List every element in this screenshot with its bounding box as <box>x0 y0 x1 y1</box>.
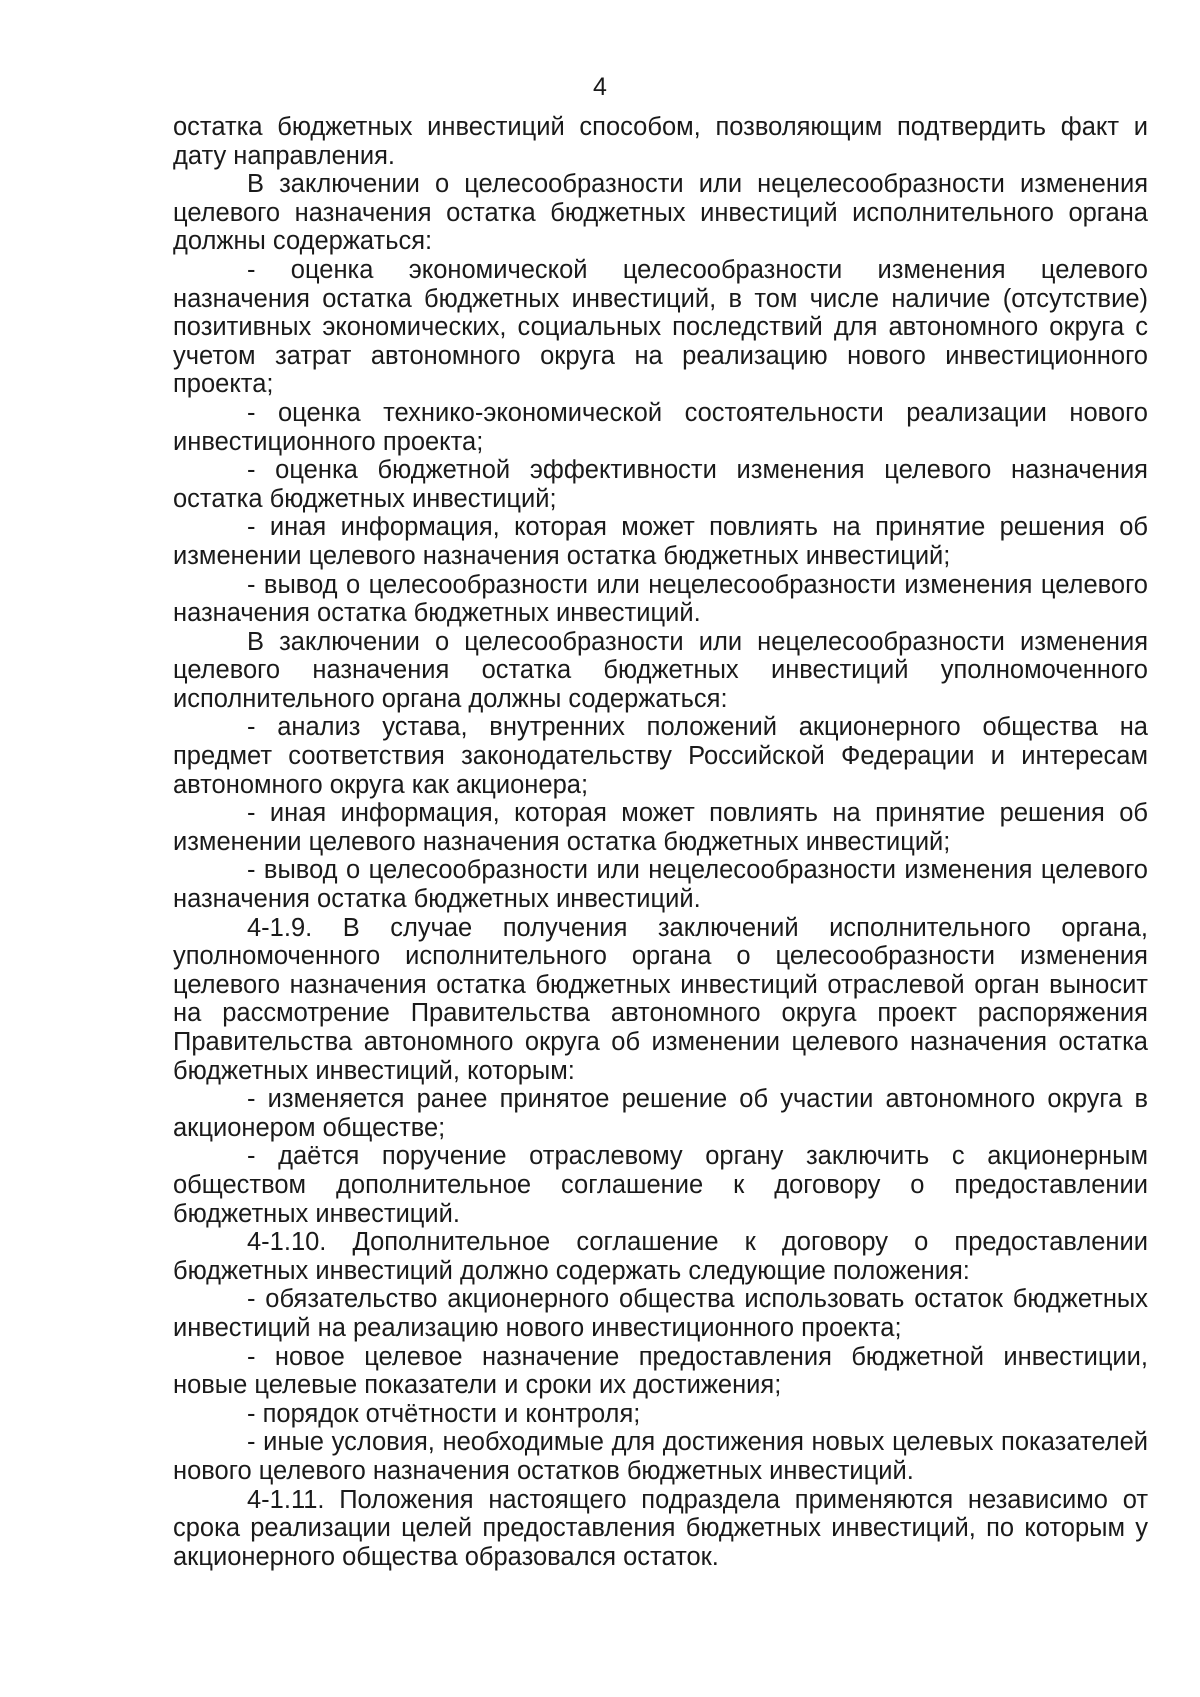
list-item: - оценка экономической целесообразности изменения целевого назначения остатка бюджетных инвестиций, в том числе наличие (отсутствие) позитивных экономических, социальных последствий для автономного округа с учетом затрат автономного округа на реализацию нового инвестиционного проекта; <box>173 255 1148 399</box>
paragraph: остатка бюджетных инвестиций способом, позволяющим подтвердить факт и дату направления. <box>173 113 1148 170</box>
list-item: - обязательство акционерного общества использовать остаток бюджетных инвестиций на реализацию нового инвестиционного проекта; <box>173 1285 1148 1342</box>
list-item: - оценка бюджетной эффективности изменения целевого назначения остатка бюджетных инвестиций; <box>173 456 1148 513</box>
document-body <box>173 113 1148 1571</box>
list-item: - даётся поручение отраслевому органу заключить с акционерным обществом дополнительное соглашение к договору о предоставлении бюджетных инвестиций. <box>173 1142 1148 1228</box>
list-item: - новое целевое назначение предоставления бюджетной инвестиции, новые целевые показатели и сроки их достижения; <box>173 1342 1148 1400</box>
list-item: - вывод о целесообразности или нецелесообразности изменения целевого назначения остатка бюджетных инвестиций. <box>173 570 1148 628</box>
list-item: - иная информация, которая может повлиять на принятие решения об изменении целевого назначения остатка бюджетных инвестиций; <box>173 799 1148 856</box>
page-number: 4 <box>593 73 607 101</box>
clause-4-1-11: 4-1.11. Положения настоящего подраздела применяются независимо от срока реализации целей предоставления бюджетных инвестиций, по которым у акционерного общества образовался остаток. <box>173 1485 1148 1571</box>
list-item: - вывод о целесообразности или нецелесообразности изменения целевого назначения остатка бюджетных инвестиций. <box>173 856 1148 914</box>
list-item: - оценка технико-экономической состоятельности реализации нового инвестиционного проекта; <box>173 398 1148 456</box>
list-item: - порядок отчётности и контроля; <box>247 1399 641 1428</box>
list-item: - анализ устава, внутренних положений акционерного общества на предмет соответствия законодательству Российской Федерации и интересам автономного округа как акционера; <box>173 713 1148 799</box>
list-item: - иные условия, необходимые для достижения новых целевых показателей нового целевого назначения остатков бюджетных инвестиций. <box>173 1428 1148 1485</box>
list-item: - изменяется ранее принятое решение об участии автономного округа в акционером обществе; <box>173 1085 1148 1142</box>
paragraph: В заключении о целесообразности или нецелесообразности изменения целевого назначения остатка бюджетных инвестиций уполномоченного исполнительного органа должны содержаться: <box>173 627 1148 713</box>
clause-4-1-10: 4-1.10. Дополнительное соглашение к договору о предоставлении бюджетных инвестиций должно содержать следующие положения: <box>173 1228 1148 1285</box>
paragraph: В заключении о целесообразности или нецелесообразности изменения целевого назначения остатка бюджетных инвестиций исполнительного органа должны содержаться: <box>173 170 1148 256</box>
list-item: - иная информация, которая может повлиять на принятие решения об изменении целевого назначения остатка бюджетных инвестиций; <box>173 513 1148 570</box>
clause-4-1-9: 4-1.9. В случае получения заключений исполнительного органа, уполномоченного исполнительного органа о целесообразности изменения целевого назначения остатка бюджетных инвестиций отраслевой орган выносит на рассмотрение Правительства автономного округа проект распоряжения Правительства автономного округа об изменении целевого назначения остатка бюджетных инвестиций, которым: <box>173 913 1148 1085</box>
